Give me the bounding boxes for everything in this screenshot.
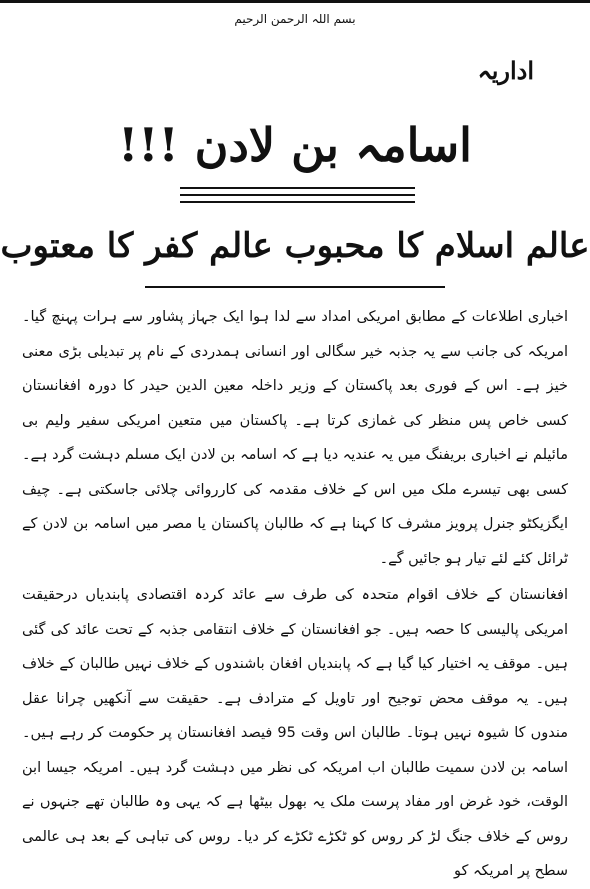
subtitle-underline: [145, 286, 445, 288]
title-underline-top: [180, 187, 415, 189]
article-title: اسامہ بن لادن !!!: [118, 118, 472, 172]
bismillah-heading: بسم اللہ الرحمن الرحیم: [234, 12, 356, 26]
paragraph-2: افغانستان کے خلاف اقوام متحدہ کی طرف سے عائد کردہ اقتصادی پابندیاں درحقیقت امریکی پالیسی کا حصہ ہیں۔ جو افغانستان کے خلاف انتقامی جذبہ کے تحت عائد کی گئی ہیں۔ موقف یہ اختیار کیا گیا ہے کہ پابندیاں افغان باشندوں کے خلاف نہیں طالبان کے خلاف ہیں۔ یہ موقف محض توجیح اور تاویل کے مترادف ہے۔ حقیقت سے آنکھیں چرانا عقل مندوں کا شیوہ نہیں ہوتا۔ طالبان اس وقت 95 فیصد افغانستان پر حکومت کر رہے ہیں۔ اسامہ بن لادن سمیت طالبان اب امریکہ کی نظر میں دہشت گرد ہیں۔ امریکہ جیسا ابن الوقت، خود غرض اور مفاد پرست ملک یہ بھول بیٹھا ہے کہ یہی وہ طالبان تھے جنہوں نے روس کے خلاف جنگ لڑ کر روس کو ٹکڑے ٹکڑے کر دیا۔ روس کی تباہی کے بعد ہی عالمی سطح پر امریکہ کو: [22, 587, 568, 879]
article-subtitle: عالم اسلام کا محبوب عالم کفر کا معتوب: [0, 226, 590, 266]
title-underline-bottom: [180, 201, 415, 203]
article-body: [22, 300, 568, 889]
title-underline-middle: [180, 194, 415, 196]
section-label-editorial: اداریہ: [477, 56, 534, 85]
top-border-rule: [0, 0, 590, 3]
paragraph-1: اخباری اطلاعات کے مطابق امریکی امداد سے لدا ہوا ایک جہاز پشاور سے ہرات پہنچ گیا۔ امریکہ کی جانب سے یہ جذبہ خیر سگالی اور انسانی ہمدردی کے نام پر تبدیلی بڑی معنی خیز ہے۔ اس کے فوری بعد پاکستان کے وزیر داخلہ معین الدین حیدر کا دورہ افغانستان کسی خاص پس منظر کی غمازی کرتا ہے۔ پاکستان میں متعین امریکی سفیر ولیم بی مائیلم نے اخباری بریفنگ میں یہ عندیہ دیا ہے کہ اسامہ بن لادن ایک مسلم دہشت گرد ہے۔ کسی بھی تیسرے ملک میں اس کے خلاف مقدمہ کی کارروائی چلائی جاسکتی ہے۔ چیف ایگزیکٹو جنرل پرویز مشرف کا کہنا ہے کہ طالبان پاکستان یا مصر میں اسامہ بن لادن کے ٹرائل کئے لئے تیار ہو جائیں گے۔: [22, 309, 568, 567]
